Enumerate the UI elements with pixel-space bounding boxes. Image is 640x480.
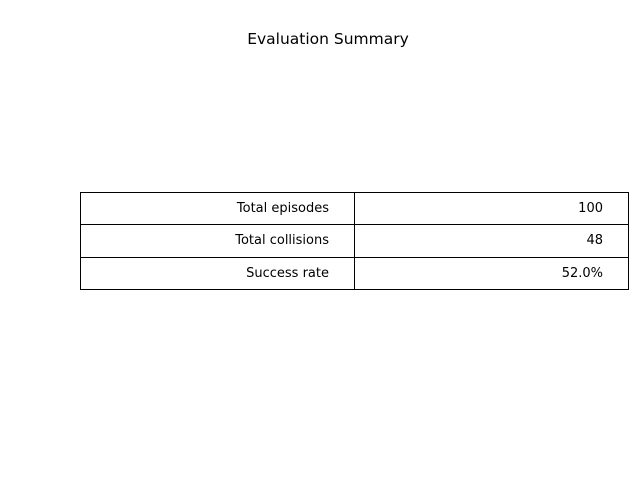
summary-table [80, 192, 629, 290]
label-cell-success-rate: Success rate [81, 257, 355, 289]
chart-title: Evaluation Summary [247, 30, 409, 48]
table-row-total-collisions [81, 225, 629, 257]
label-cell-total-episodes: Total episodes [81, 193, 355, 225]
table-row-total-episodes [81, 193, 629, 225]
value-cell-total-collisions: 48 [355, 225, 629, 257]
table-row-success-rate [81, 257, 629, 289]
value-cell-total-episodes: 100 [355, 193, 629, 225]
label-cell-total-collisions: Total collisions [81, 225, 355, 257]
value-cell-success-rate: 52.0% [355, 257, 629, 289]
